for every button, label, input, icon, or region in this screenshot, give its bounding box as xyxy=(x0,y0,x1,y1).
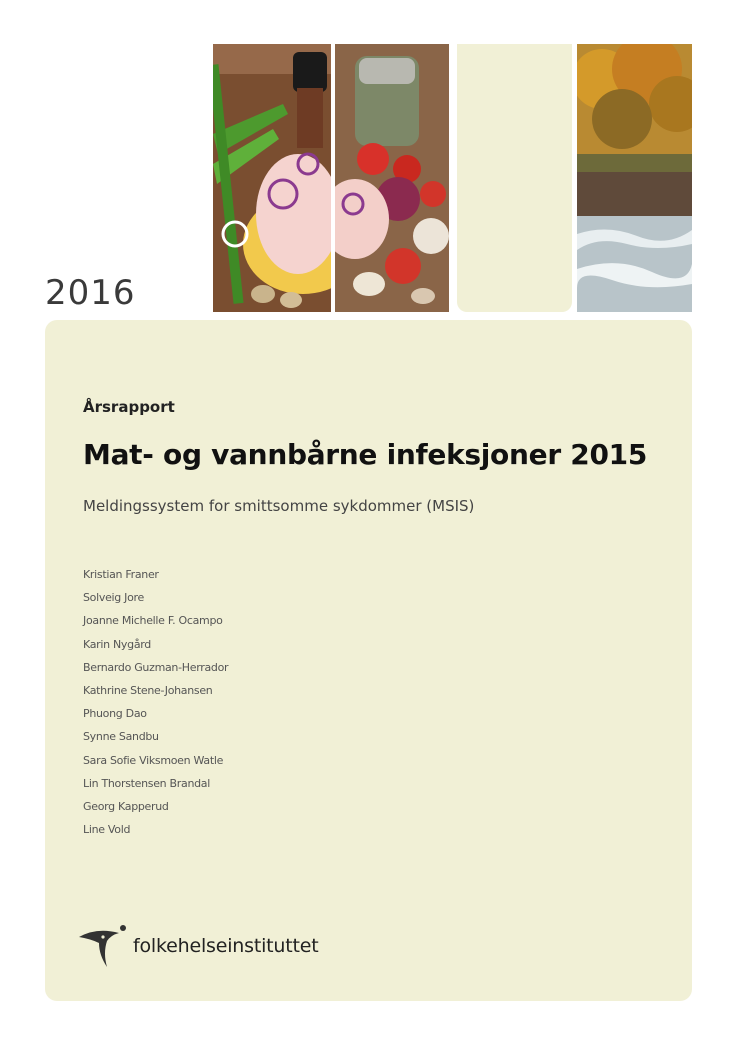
author-name: Synne Sandbu xyxy=(83,730,159,744)
author-name: Bernardo Guzman-Herrador xyxy=(83,660,229,674)
cover-panel xyxy=(45,320,692,1001)
year-label: 2016 xyxy=(45,273,136,313)
publisher-name: folkehelseinstituttet xyxy=(133,935,319,957)
author-name: Joanne Michelle F. Ocampo xyxy=(83,614,223,628)
author-name: Kathrine Stene-Johansen xyxy=(83,683,213,697)
author-list xyxy=(83,563,228,841)
author-name: Kristian Franer xyxy=(83,568,159,581)
author-name: Sara Sofie Viksmoen Watle xyxy=(83,753,224,767)
blank-panel xyxy=(457,44,572,312)
publisher-logo xyxy=(77,923,319,969)
report-subtitle: Meldingssystem for smittsomme sykdommer (MSIS) xyxy=(83,497,475,515)
author-name: Karin Nygård xyxy=(83,637,151,651)
author-name: Georg Kapperud xyxy=(83,799,169,813)
fhi-bird-icon xyxy=(77,923,129,969)
author-name: Solveig Jore xyxy=(83,591,145,605)
author-name: Phuong Dao xyxy=(83,707,147,721)
report-title: Mat- og vannbårne infeksjoner 2015 xyxy=(83,438,648,471)
spice-jar-tomatoes-photo xyxy=(335,44,449,312)
author-name: Line Vold xyxy=(83,823,131,837)
report-type: Årsrapport xyxy=(83,398,175,416)
author-name: Lin Thorstensen Brandal xyxy=(83,776,211,790)
river-autumn-photo xyxy=(577,44,692,312)
food-ingredients-photo xyxy=(213,44,331,312)
